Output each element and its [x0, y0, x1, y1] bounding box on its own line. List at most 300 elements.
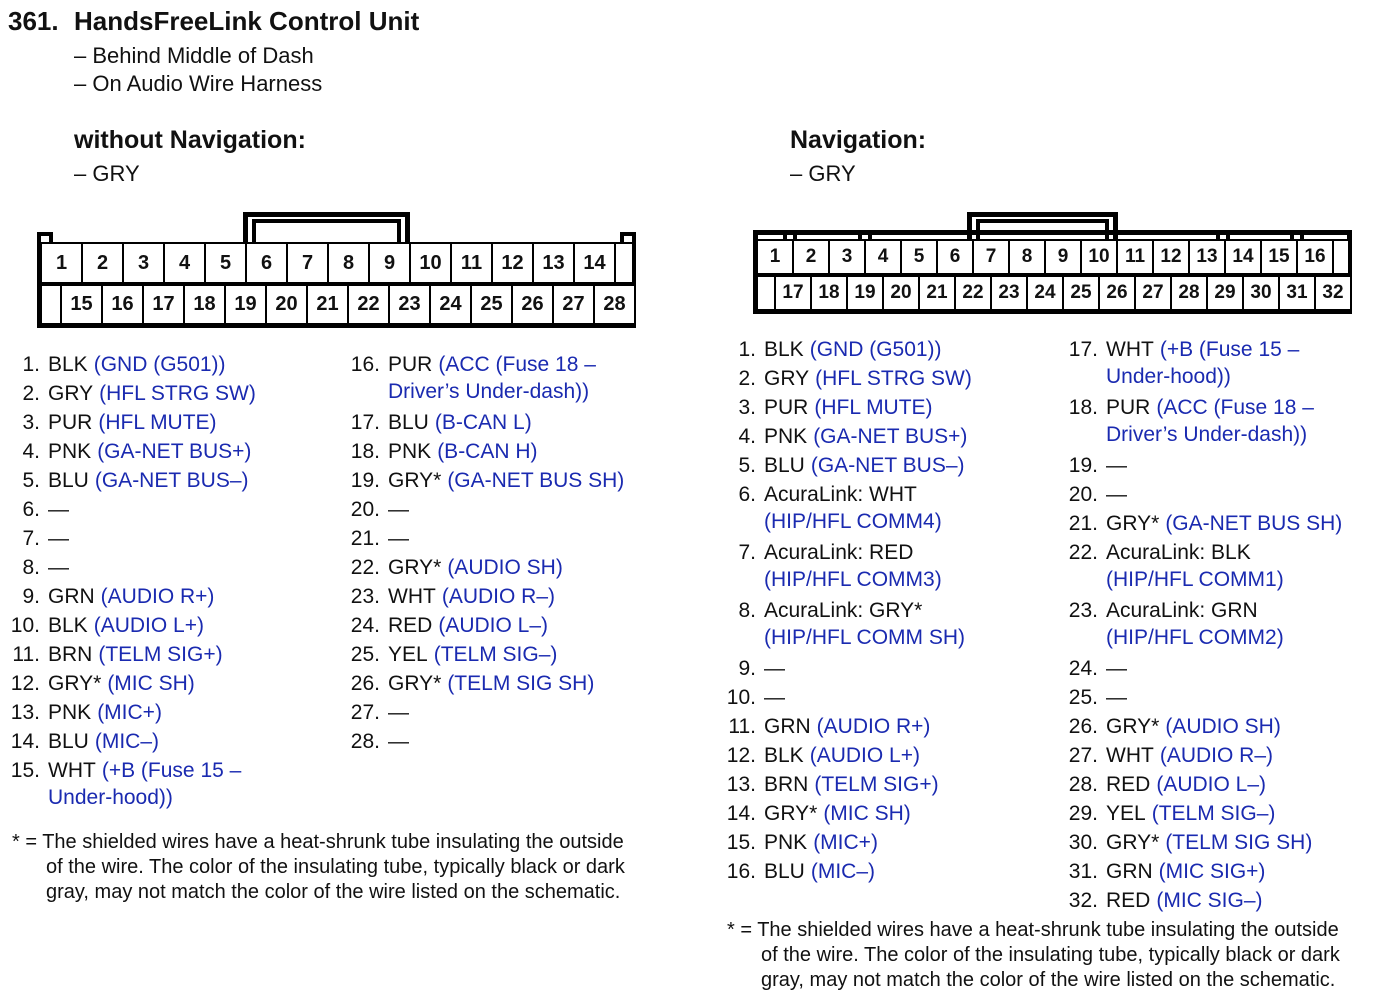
- wire-color: AcuraLink: GRY*: [764, 599, 923, 622]
- connector-pin-cell: 24: [1026, 275, 1064, 311]
- pin-entry: [724, 480, 972, 534]
- pin-entry: [724, 857, 972, 886]
- pin-number: 17.: [1068, 338, 1098, 361]
- pin-entry: [724, 422, 972, 451]
- pin-number: 1.: [738, 338, 756, 361]
- connector-pin-cell: 1: [40, 242, 83, 284]
- pin-entry: [1066, 683, 1342, 712]
- pin-number: 19.: [1068, 454, 1098, 477]
- connector-pin-cell: 28: [593, 284, 636, 325]
- circuit-name: (+B (Fuse 15 –: [101, 759, 242, 782]
- connector-pin-cell: 8: [327, 242, 370, 284]
- pin-entry: [8, 524, 256, 553]
- location-line-1: – Behind Middle of Dash: [74, 43, 314, 68]
- pin-entry: [8, 582, 256, 611]
- circuit-name-continued: Under-hood)): [48, 786, 173, 809]
- connector-pin-cell: 3: [828, 239, 866, 275]
- connector-pin-cell: 6: [245, 242, 288, 284]
- shielded-wire-note-nav: [727, 918, 1340, 993]
- pin-number: 6.: [22, 498, 40, 521]
- wire-color: —: [388, 701, 409, 724]
- connector-pin-cell: 1: [756, 239, 794, 275]
- component-name: HandsFreeLink Control Unit: [74, 6, 420, 36]
- wire-color: AcuraLink: WHT: [764, 483, 917, 506]
- circuit-name: (MIC SH): [107, 672, 195, 695]
- pin-entry: [724, 741, 972, 770]
- pin-number: 16.: [726, 860, 756, 883]
- pin-entry: [350, 727, 624, 756]
- pin-entry: [350, 611, 624, 640]
- wire-color: —: [48, 556, 69, 579]
- wire-color: PUR: [1106, 396, 1151, 419]
- pin-number: 31.: [1068, 860, 1098, 883]
- wire-color: BLK: [764, 338, 804, 361]
- pin-number: 5.: [22, 469, 40, 492]
- wire-color: PUR: [388, 353, 433, 376]
- circuit-name: (HFL STRG SW): [99, 382, 256, 405]
- pin-number: 28.: [1068, 773, 1098, 796]
- wire-color: —: [1106, 454, 1127, 477]
- pin-number: 27.: [1068, 744, 1098, 767]
- pin-entry: [350, 553, 624, 582]
- circuit-name: (GND (G501)): [93, 353, 226, 376]
- pin-list-nav-col1: [724, 335, 972, 886]
- note-line: * = The shielded wires have a heat-shrunk tube insulating the outside: [727, 919, 1339, 941]
- connector-pin-cell: 12: [491, 242, 534, 284]
- wire-color: —: [388, 498, 409, 521]
- wire-color: GRY*: [1106, 715, 1160, 738]
- pin-entry: [724, 335, 972, 364]
- pin-entry: [8, 698, 256, 727]
- wire-color: BLU: [764, 454, 805, 477]
- circuit-name: (MIC–): [94, 730, 160, 753]
- pin-entry: [1066, 770, 1342, 799]
- connector-pin-cell: 26: [511, 284, 554, 325]
- circuit-name: (HFL MUTE): [814, 396, 933, 419]
- wire-color: BLU: [48, 469, 89, 492]
- circuit-name: (GA-NET BUS–): [94, 469, 249, 492]
- pin-number: 13.: [726, 773, 756, 796]
- pin-entry: [724, 712, 972, 741]
- connector-pin-cell: 23: [388, 284, 431, 325]
- wire-color: GRY*: [388, 556, 442, 579]
- pin-number: 20.: [1068, 483, 1098, 506]
- connector-pin-cell: 5: [900, 239, 938, 275]
- pin-entry: [724, 683, 972, 712]
- pin-number: 22.: [1068, 541, 1098, 564]
- pin-entry: [1066, 799, 1342, 828]
- pin-entry: [8, 350, 256, 379]
- pin-number: 4.: [738, 425, 756, 448]
- circuit-name: (AUDIO L+): [809, 744, 920, 767]
- pin-number: 4.: [22, 440, 40, 463]
- connector-pin-cell: 15: [60, 284, 103, 325]
- connector-pin-cell: 30: [1242, 275, 1280, 311]
- circuit-name-continued: (HIP/HFL COMM4): [764, 510, 942, 533]
- pin-list-without-nav-col2: [350, 350, 624, 756]
- pin-list-nav-col2: [1066, 335, 1342, 915]
- wire-color: GRY*: [1106, 512, 1160, 535]
- wire-color: GRN: [764, 715, 811, 738]
- pin-entry: [1066, 741, 1342, 770]
- connector-pin-cell: 17: [774, 275, 812, 311]
- wire-color: GRY*: [764, 802, 818, 825]
- pin-entry: [1066, 886, 1342, 915]
- wire-color: RED: [1106, 773, 1151, 796]
- wire-color: PUR: [764, 396, 809, 419]
- pin-entry: [8, 437, 256, 466]
- pin-entry: [8, 640, 256, 669]
- pin-number: 2.: [738, 367, 756, 390]
- circuit-name: (AUDIO R–): [1159, 744, 1274, 767]
- pin-entry: [350, 582, 624, 611]
- pin-entry: [724, 451, 972, 480]
- pin-number: 17.: [350, 411, 380, 434]
- circuit-name: (HFL MUTE): [98, 411, 217, 434]
- wire-color: AcuraLink: BLK: [1106, 541, 1251, 564]
- pin-entry: [350, 698, 624, 727]
- wire-color: PNK: [48, 440, 92, 463]
- wire-color: PNK: [48, 701, 92, 724]
- wire-color: GRY*: [48, 672, 102, 695]
- connector-pin-cell: 18: [183, 284, 226, 325]
- pin-entry: [350, 437, 624, 466]
- pin-entry: [8, 669, 256, 698]
- section-heading-nav: Navigation:: [790, 126, 927, 154]
- pin-number: 32.: [1068, 889, 1098, 912]
- connector-pin-cell: 27: [552, 284, 595, 325]
- circuit-name: (GA-NET BUS–): [810, 454, 965, 477]
- circuit-name-continued: (HIP/HFL COMM2): [1106, 626, 1284, 649]
- wire-color: BLK: [764, 744, 804, 767]
- circuit-name: (B-CAN H): [437, 440, 538, 463]
- connector-pin-cell: 3: [122, 242, 165, 284]
- wire-color: GRY: [764, 367, 810, 390]
- circuit-name: (MIC SIG–): [1156, 889, 1263, 912]
- pin-number: 20.: [350, 498, 380, 521]
- pin-number: 26.: [1068, 715, 1098, 738]
- connector-pin-cell: 23: [990, 275, 1028, 311]
- circuit-name: (+B (Fuse 15 –: [1159, 338, 1300, 361]
- connector-pin-cell: 22: [347, 284, 390, 325]
- circuit-name: (AUDIO SH): [447, 556, 563, 579]
- pin-number: 1.: [22, 353, 40, 376]
- pin-entry: [350, 669, 624, 698]
- wire-color: BLU: [48, 730, 89, 753]
- pin-entry: [724, 596, 972, 650]
- circuit-name: (AUDIO L–): [1156, 773, 1267, 796]
- connector-pin-cell: 14: [1224, 239, 1262, 275]
- pin-number: 22.: [350, 556, 380, 579]
- note-line: of the wire. The color of the insulating tube, typically black or dark: [761, 944, 1340, 966]
- pin-entry: [724, 654, 972, 683]
- wire-color: —: [1106, 657, 1127, 680]
- wire-color: WHT: [388, 585, 436, 608]
- pin-number: 25.: [350, 643, 380, 666]
- pin-entry: [1066, 538, 1342, 592]
- pin-entry: [8, 611, 256, 640]
- wire-color: —: [388, 730, 409, 753]
- pin-entry: [1066, 335, 1342, 389]
- pin-entry: [724, 770, 972, 799]
- wire-color: GRY*: [388, 469, 442, 492]
- pin-number: 30.: [1068, 831, 1098, 854]
- wire-color: BLK: [48, 353, 88, 376]
- connector-blank-cell: [756, 275, 776, 311]
- pin-number: 29.: [1068, 802, 1098, 825]
- connector-pin-cell: 10: [409, 242, 452, 284]
- connector-blank-cell: [1332, 239, 1350, 275]
- wire-color: GRN: [48, 585, 95, 608]
- circuit-name: (ACC (Fuse 18 –: [1156, 396, 1314, 419]
- connector-pin-cell: 19: [224, 284, 267, 325]
- pin-entry: [8, 553, 256, 582]
- wire-color: BRN: [764, 773, 809, 796]
- pin-number: 27.: [350, 701, 380, 724]
- wire-color: PNK: [388, 440, 432, 463]
- connector-pin-cell: 22: [954, 275, 992, 311]
- pin-entry: [1066, 451, 1342, 480]
- circuit-name: (TELM SIG+): [814, 773, 939, 796]
- wire-color: PUR: [48, 411, 93, 434]
- circuit-name: (MIC SIG+): [1158, 860, 1266, 883]
- wire-color: GRY*: [1106, 831, 1160, 854]
- wire-color: GRY*: [388, 672, 442, 695]
- location-line-2: – On Audio Wire Harness: [74, 71, 323, 96]
- pin-entry: [350, 350, 624, 404]
- connector-pin-cell: 20: [882, 275, 920, 311]
- pin-entry: [8, 727, 256, 756]
- circuit-name: (MIC SH): [823, 802, 911, 825]
- pin-entry: [1066, 712, 1342, 741]
- pin-number: 13.: [10, 701, 40, 724]
- connector-pin-cell: 29: [1206, 275, 1244, 311]
- pin-number: 6.: [738, 483, 756, 506]
- wire-color: —: [48, 527, 69, 550]
- pin-entry: [8, 495, 256, 524]
- connector-pin-cell: 21: [918, 275, 956, 311]
- connector-pin-cell: 20: [265, 284, 308, 325]
- connector-color-nav: – GRY: [790, 161, 856, 186]
- wire-color: BRN: [48, 643, 93, 666]
- connector-pin-cell: 11: [1116, 239, 1154, 275]
- pin-number: 2.: [22, 382, 40, 405]
- connector-pin-cell: 25: [470, 284, 513, 325]
- wire-color: PNK: [764, 831, 808, 854]
- circuit-name: (AUDIO L+): [93, 614, 204, 637]
- connector-color-without-nav: – GRY: [74, 161, 140, 186]
- connector-pin-cell: 15: [1260, 239, 1298, 275]
- connector-pin-cell: 4: [163, 242, 206, 284]
- pin-entry: [1066, 828, 1342, 857]
- connector-pin-cell: 13: [532, 242, 575, 284]
- connector-pin-cell: 26: [1098, 275, 1136, 311]
- circuit-name: (AUDIO R+): [816, 715, 931, 738]
- circuit-name: (HFL STRG SW): [815, 367, 972, 390]
- pin-number: 25.: [1068, 686, 1098, 709]
- connector-pin-cell: 8: [1008, 239, 1046, 275]
- wire-color: AcuraLink: GRN: [1106, 599, 1258, 622]
- pin-number: 18.: [350, 440, 380, 463]
- connector-pin-cell: 11: [450, 242, 493, 284]
- connector-pin-cell: 32: [1314, 275, 1352, 311]
- page-title: [8, 6, 419, 37]
- wire-color: GRY: [48, 382, 94, 405]
- pin-list-without-nav-col1: [8, 350, 256, 814]
- pin-entry: [1066, 596, 1342, 650]
- pin-number: 11.: [12, 643, 40, 666]
- pin-number: 9.: [738, 657, 756, 680]
- connector-blank-cell: [614, 242, 634, 284]
- connector-pin-cell: 13: [1188, 239, 1226, 275]
- pin-entry: [724, 799, 972, 828]
- connector-pin-cell: 28: [1170, 275, 1208, 311]
- connector-pin-cell: 24: [429, 284, 472, 325]
- connector-pin-cell: 9: [368, 242, 411, 284]
- pin-number: 23.: [350, 585, 380, 608]
- pin-entry: [1066, 509, 1342, 538]
- connector-pin-cell: 14: [573, 242, 616, 284]
- circuit-name-continued: Driver’s Under-dash)): [388, 380, 590, 403]
- circuit-name: (MIC+): [97, 701, 162, 724]
- connector-pin-cell: 18: [810, 275, 848, 311]
- wire-color: WHT: [1106, 744, 1154, 767]
- pin-number: 8.: [22, 556, 40, 579]
- circuit-name-continued: (HIP/HFL COMM1): [1106, 568, 1284, 591]
- circuit-name: (AUDIO SH): [1165, 715, 1281, 738]
- pin-number: 10.: [10, 614, 40, 637]
- pin-number: 28.: [350, 730, 380, 753]
- pin-number: 12.: [10, 672, 40, 695]
- connector-pin-cell: 19: [846, 275, 884, 311]
- connector-pin-cell: 7: [286, 242, 329, 284]
- connector-pin-cell: 16: [101, 284, 144, 325]
- connector-pin-cell: 4: [864, 239, 902, 275]
- pin-entry: [350, 466, 624, 495]
- circuit-name-continued: (HIP/HFL COMM SH): [764, 626, 966, 649]
- circuit-name: (GA-NET BUS+): [813, 425, 968, 448]
- connector-pin-cell: 2: [81, 242, 124, 284]
- pin-entry: [8, 379, 256, 408]
- circuit-name: (TELM SIG SH): [447, 672, 595, 695]
- pin-entry: [350, 495, 624, 524]
- wire-color: —: [48, 498, 69, 521]
- section-heading-without-nav: without Navigation:: [74, 126, 306, 154]
- connector-pin-cell: 6: [936, 239, 974, 275]
- pin-number: 15.: [726, 831, 756, 854]
- connector-pin-cell: 17: [142, 284, 185, 325]
- pin-entry: [8, 408, 256, 437]
- pin-number: 21.: [350, 527, 380, 550]
- circuit-name: (AUDIO R+): [100, 585, 215, 608]
- pin-number: 9.: [22, 585, 40, 608]
- wire-color: —: [1106, 686, 1127, 709]
- circuit-name: (ACC (Fuse 18 –: [438, 353, 596, 376]
- pin-number: 8.: [738, 599, 756, 622]
- pin-entry: [724, 364, 972, 393]
- connector-pin-cell: 7: [972, 239, 1010, 275]
- note-line: gray, may not match the color of the wire listed on the schematic.: [46, 881, 621, 903]
- circuit-name: (TELM SIG+): [98, 643, 223, 666]
- pin-number: 16.: [350, 353, 380, 376]
- wire-color: GRN: [1106, 860, 1153, 883]
- pin-entry: [1066, 393, 1342, 447]
- circuit-name: (TELM SIG SH): [1165, 831, 1313, 854]
- connector-pin-cell: 10: [1080, 239, 1118, 275]
- circuit-name: (B-CAN L): [434, 411, 532, 434]
- wire-color: RED: [388, 614, 433, 637]
- wire-color: —: [764, 686, 785, 709]
- pin-number: 24.: [350, 614, 380, 637]
- connector-pin-cell: 31: [1278, 275, 1316, 311]
- circuit-name: (TELM SIG–): [1151, 802, 1276, 825]
- circuit-name: (MIC–): [810, 860, 876, 883]
- wire-color: —: [1106, 483, 1127, 506]
- wire-color: WHT: [1106, 338, 1154, 361]
- wire-color: AcuraLink: RED: [764, 541, 914, 564]
- note-line: of the wire. The color of the insulating tube, typically black or dark: [46, 856, 625, 878]
- wire-color: PNK: [764, 425, 808, 448]
- pin-number: 3.: [738, 396, 756, 419]
- pin-entry: [8, 756, 256, 810]
- wire-color: —: [764, 657, 785, 680]
- pin-number: 14.: [10, 730, 40, 753]
- wire-color: WHT: [48, 759, 96, 782]
- note-line: * = The shielded wires have a heat-shrunk tube insulating the outside: [12, 831, 624, 853]
- pin-entry: [724, 538, 972, 592]
- wire-color: YEL: [388, 643, 428, 666]
- pin-entry: [724, 828, 972, 857]
- wire-color: YEL: [1106, 802, 1146, 825]
- pin-number: 26.: [350, 672, 380, 695]
- pin-number: 19.: [350, 469, 380, 492]
- connector-pin-cell: 9: [1044, 239, 1082, 275]
- pin-number: 23.: [1068, 599, 1098, 622]
- circuit-name: (AUDIO L–): [438, 614, 549, 637]
- pin-number: 10.: [726, 686, 756, 709]
- connector-pin-cell: 12: [1152, 239, 1190, 275]
- circuit-name: (GA-NET BUS SH): [1165, 512, 1343, 535]
- connector-pin-cell: 16: [1296, 239, 1334, 275]
- connector-pin-cell: 21: [306, 284, 349, 325]
- connector-blank-cell: [40, 284, 62, 325]
- circuit-name: (TELM SIG–): [433, 643, 558, 666]
- pin-number: 7.: [22, 527, 40, 550]
- pin-number: 24.: [1068, 657, 1098, 680]
- pin-number: 3.: [22, 411, 40, 434]
- circuit-name: (AUDIO R–): [441, 585, 556, 608]
- item-number: 361.: [8, 6, 59, 36]
- wire-color: BLU: [764, 860, 805, 883]
- connector-pin-cell: 25: [1062, 275, 1100, 311]
- pin-number: 15.: [10, 759, 40, 782]
- wire-color: —: [388, 527, 409, 550]
- pin-number: 7.: [738, 541, 756, 564]
- pin-entry: [1066, 654, 1342, 683]
- pin-number: 11.: [728, 715, 756, 738]
- pin-entry: [1066, 857, 1342, 886]
- pin-number: 12.: [726, 744, 756, 767]
- connector-pin-cell: 5: [204, 242, 247, 284]
- pin-entry: [350, 524, 624, 553]
- pin-entry: [350, 408, 624, 437]
- wire-color: BLK: [48, 614, 88, 637]
- connector-pin-cell: 27: [1134, 275, 1172, 311]
- circuit-name: (GA-NET BUS+): [97, 440, 252, 463]
- pin-number: 14.: [726, 802, 756, 825]
- pin-number: 5.: [738, 454, 756, 477]
- connector-pin-cell: 2: [792, 239, 830, 275]
